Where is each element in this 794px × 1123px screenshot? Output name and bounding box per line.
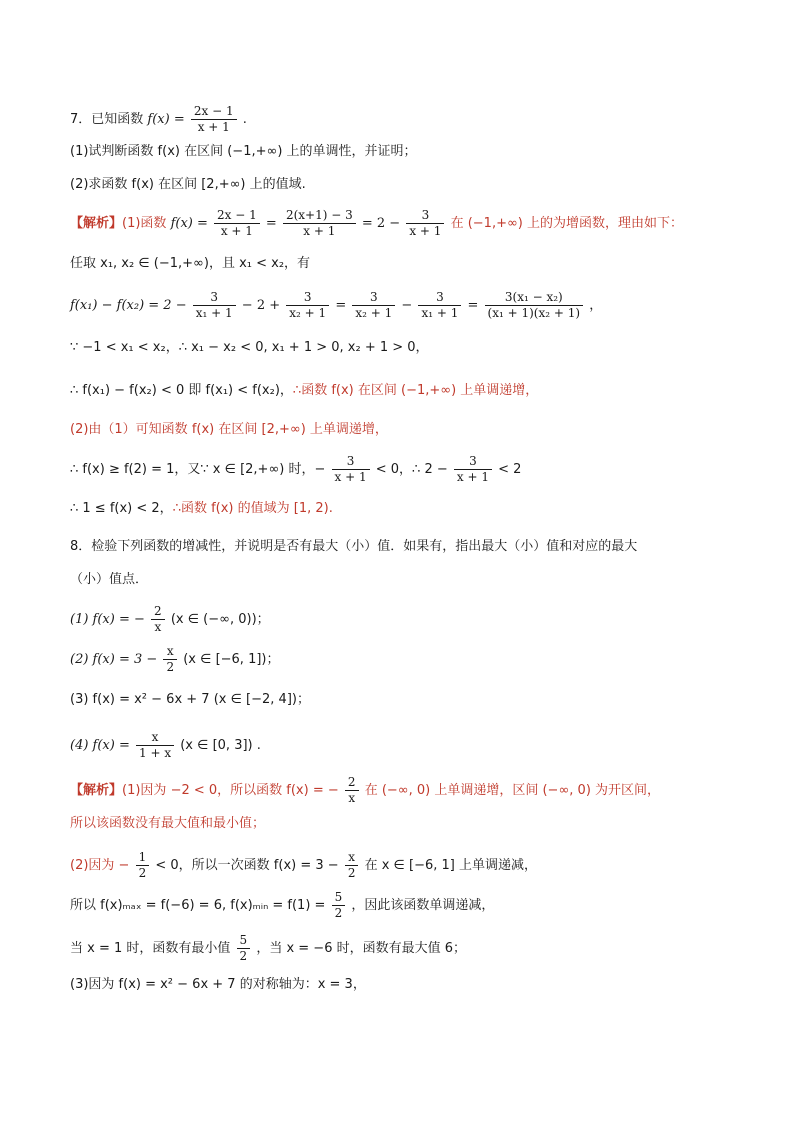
- operator: =: [467, 298, 479, 313]
- diff-frac-5: [485, 290, 584, 321]
- s2-values-a: 当 x = 1 时，函数有最小值: [70, 941, 231, 956]
- therefore-b: ∴函数 f(x) 在区间 (−1,+∞) 上单调递增，: [292, 383, 539, 398]
- q8-solution-3: (3)因为 f(x) = x² − 6x + 7 的对称轴为：x = 3，: [70, 977, 366, 992]
- s1-b: 在 (−∞, 0) 上单调递增，区间 (−∞, 0) 为开区间，: [364, 783, 661, 798]
- solution-tag: 【解析】: [70, 216, 123, 231]
- s2-values-b: ，当 x = −6 时，函数有最大值 6；: [256, 941, 466, 956]
- frac-denominator: x: [154, 620, 162, 634]
- diff-frac-2: [286, 290, 329, 321]
- frac-denominator: x + 1: [303, 224, 336, 238]
- frac-denominator: x₂ + 1: [355, 306, 393, 320]
- frac-numerator: x: [345, 850, 359, 866]
- q8-stem-line1: 8．检验下列函数的增减性，并说明是否有最大（小）值．如果有，指出最大（小）值和对应的最大: [70, 539, 638, 554]
- q8-item-3: (3) f(x) = x² − 6x + 7 (x ∈ [−2, 4])；: [70, 692, 310, 707]
- frac-numerator: 1: [136, 850, 150, 866]
- frac-denominator: 2: [347, 866, 356, 880]
- q7-stem-end: .: [242, 112, 247, 127]
- frac-denominator: x + 1: [197, 120, 230, 134]
- q7-sol1-conclusion: 在 (−1,+∞) 上的为增函数，理由如下：: [450, 216, 684, 231]
- diff-frac-3: [352, 290, 395, 321]
- sol2-range-c: < 2: [498, 462, 522, 477]
- q7-because: ∵ −1 < x₁ < x₂，∴ x₁ − x₂ < 0, x₁ + 1 > 0, x₂ + 1 > 0，: [70, 340, 429, 355]
- s2-c: 在 x ∈ [−6, 1] 上单调递减，: [364, 858, 537, 873]
- item-frac: [136, 730, 174, 761]
- q7-stem-text: 7．已知函数: [70, 112, 144, 127]
- s2-b: < 0，所以一次函数 f(x) = 3 −: [155, 858, 339, 873]
- frac-denominator: x₂ + 1: [289, 306, 327, 320]
- item-expr: (2) f(x) = 3 −: [70, 652, 158, 667]
- q7-take: 任取 x₁, x₂ ∈ (−1,+∞)，且 x₁ < x₂，有: [70, 256, 311, 271]
- q8-solution-2-values: [70, 933, 466, 964]
- q7-solution-1: [70, 208, 683, 239]
- sol2-conclusion-b: ∴函数 f(x) 的值域为 [1, 2).: [172, 501, 333, 516]
- q7-part1: (1)试判断函数 f(x) 在区间 (−1,+∞) 上的单调性，并证明；: [70, 144, 417, 159]
- q8-item-2: [70, 644, 280, 675]
- s2-minmax-frac: [332, 890, 346, 921]
- item-expr: (1) f(x) = −: [70, 612, 145, 627]
- frac-numerator: x: [136, 730, 174, 746]
- sol2-range-a: ∴ f(x) ≥ f(2) = 1，又∵ x ∈ [2,+∞) 时，−: [70, 462, 326, 477]
- frac-numerator: 2x − 1: [214, 208, 260, 224]
- q8-solution-1-cont: 所以该函数没有最大值和最小值；: [70, 816, 266, 831]
- q8-solution-2: [70, 850, 537, 881]
- s2-frac-1: [136, 850, 150, 881]
- diff-frac-4: [418, 290, 461, 321]
- sol2-frac-1: [332, 454, 370, 485]
- q8-stem-line2: （小）值点．: [70, 572, 149, 587]
- sol2-conclusion-a: ∴ 1 ≤ f(x) < 2，: [70, 501, 173, 516]
- diff-lhs: f(x₁) − f(x₂) = 2 −: [70, 298, 187, 313]
- frac-denominator: 2: [166, 660, 175, 674]
- item-domain: (x ∈ [−6, 1])；: [183, 652, 280, 667]
- s2-minmax-b: ，因此该函数单调递减，: [351, 898, 495, 913]
- item-expr: (4) f(x) =: [70, 738, 130, 753]
- frac-denominator: x: [348, 791, 356, 805]
- frac-denominator: 2: [138, 866, 147, 880]
- q8-item-1: [70, 604, 270, 635]
- frac-numerator: 3: [332, 454, 370, 470]
- frac-denominator: 1 + x: [139, 746, 172, 760]
- operator: −: [401, 298, 413, 313]
- operator: =: [335, 298, 347, 313]
- frac-numerator: 3: [352, 290, 395, 306]
- frac-denominator: x + 1: [334, 470, 367, 484]
- frac-numerator: 2: [151, 604, 165, 620]
- s1-frac: [345, 775, 359, 806]
- q8-solution-1: [70, 775, 660, 806]
- frac-numerator: 3: [454, 454, 492, 470]
- q8-item-4: [70, 730, 261, 761]
- equals: = 2 −: [361, 216, 401, 231]
- q7-func-fraction: [191, 104, 237, 135]
- frac-numerator: 2(x+1) − 3: [283, 208, 356, 224]
- s1-a: (1)因为 −2 < 0，所以函数 f(x) = −: [122, 783, 339, 798]
- equals: =: [265, 216, 277, 231]
- frac-denominator: x₁ + 1: [195, 306, 233, 320]
- q7-sol2-line: (2)由（1）可知函数 f(x) 在区间 [2,+∞) 上单调递增，: [70, 422, 388, 437]
- q7-sol1-f: f(x) =: [170, 216, 208, 231]
- diff-end: ，: [589, 298, 603, 313]
- frac-denominator: 2: [334, 906, 343, 920]
- frac-numerator: 3: [418, 290, 461, 306]
- frac-numerator: 3: [193, 290, 236, 306]
- solution-tag: 【解析】: [70, 783, 123, 798]
- s2-frac-2: [345, 850, 359, 881]
- frac-denominator: x₁ + 1: [421, 306, 459, 320]
- therefore-a: ∴ f(x₁) − f(x₂) < 0 即 f(x₁) < f(x₂)，: [70, 383, 293, 398]
- q7-stem: [70, 104, 247, 135]
- item-frac: [163, 644, 177, 675]
- s2-minmax-a: 所以 f(x)ₘₐₓ = f(−6) = 6, f(x)ₘᵢₙ = f(1) =: [70, 898, 326, 913]
- q7-sol2-range: [70, 454, 521, 485]
- frac-denominator: (x₁ + 1)(x₂ + 1): [487, 306, 581, 320]
- frac-numerator: 3: [286, 290, 329, 306]
- q7-difference: [70, 290, 602, 321]
- item-frac: [151, 604, 165, 635]
- frac-numerator: 5: [332, 890, 346, 906]
- q7-sol1-frac3: [406, 208, 444, 239]
- diff-frac-1: [193, 290, 236, 321]
- q7-therefore: [70, 381, 538, 401]
- s2-values-frac: [237, 933, 251, 964]
- q7-sol2-conclusion: [70, 499, 333, 519]
- item-domain: (x ∈ (−∞, 0))；: [170, 612, 270, 627]
- operator: − 2 +: [241, 298, 281, 313]
- frac-numerator: 5: [237, 933, 251, 949]
- q7-sol1-intro: (1)函数: [122, 216, 167, 231]
- frac-numerator: x: [163, 644, 177, 660]
- frac-denominator: 2: [239, 949, 248, 963]
- q7-sol1-frac2: [283, 208, 356, 239]
- frac-numerator: 3: [406, 208, 444, 224]
- item-domain: (x ∈ [0, 3]) .: [180, 738, 261, 753]
- sol2-range-b: < 0，∴ 2 −: [375, 462, 448, 477]
- s2-a: (2)因为 −: [70, 858, 130, 873]
- q7-part2: (2)求函数 f(x) 在区间 [2,+∞) 上的值域.: [70, 177, 306, 192]
- q8-solution-2-minmax: [70, 890, 494, 921]
- frac-denominator: x + 1: [456, 470, 489, 484]
- q7-sol1-frac1: [214, 208, 260, 239]
- frac-numerator: 2: [345, 775, 359, 791]
- frac-denominator: x + 1: [220, 224, 253, 238]
- sol2-frac-2: [454, 454, 492, 485]
- frac-numerator: 3(x₁ − x₂): [485, 290, 584, 306]
- frac-numerator: 2x − 1: [191, 104, 237, 120]
- frac-denominator: x + 1: [409, 224, 442, 238]
- q7-func-lhs: f(x) =: [147, 112, 185, 127]
